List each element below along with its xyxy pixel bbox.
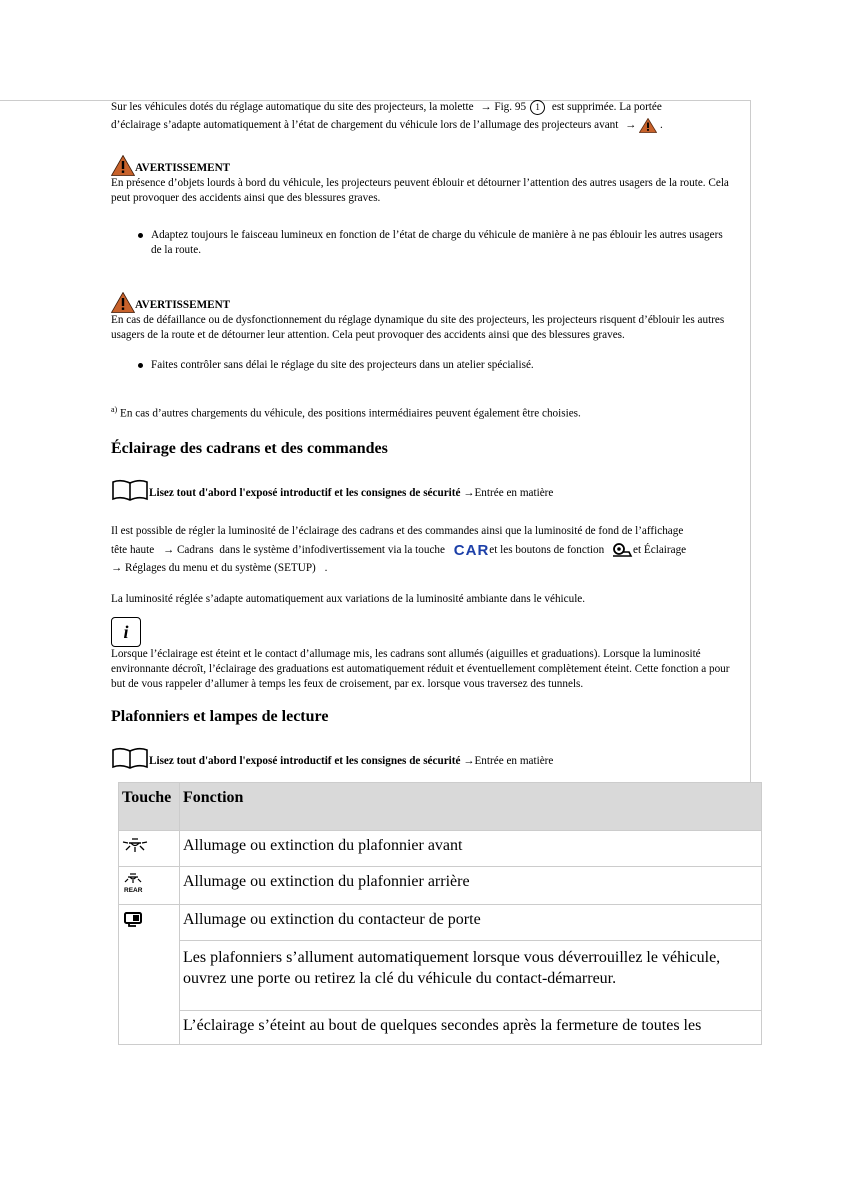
column-header-fonction: Fonction bbox=[180, 783, 762, 831]
table-row bbox=[119, 905, 762, 941]
rear-icon-label: REAR bbox=[124, 887, 143, 893]
footnote-text: En cas d’autres chargements du véhicule, des positions intermédiaires peuvent également être choisies. bbox=[120, 407, 581, 420]
para-text: et les boutons de fonction bbox=[489, 544, 605, 556]
entree-en-matiere-link[interactable]: →Entrée en matière bbox=[463, 487, 554, 499]
key-cell bbox=[119, 867, 180, 905]
section-heading-plafonniers: Plafonniers et lampes de lecture bbox=[111, 708, 329, 725]
section-heading-cadrans: Éclairage des cadrans et des commandes bbox=[111, 440, 388, 457]
info-note bbox=[111, 617, 736, 692]
luminosity-paragraph bbox=[111, 524, 751, 576]
warning-bullet-text: Adaptez toujours le faisceau lumineux en fonction de l’état de charge du véhicule de manière à ne pas éblouir les autres usagers de la route. bbox=[151, 229, 723, 256]
key-cell bbox=[119, 831, 180, 867]
function-cell: L’éclairage s’éteint au bout de quelques secondes après la fermeture de toutes les bbox=[180, 1011, 762, 1045]
callout-number: 1 bbox=[530, 100, 545, 115]
intro-end: . bbox=[659, 119, 663, 132]
para-text: et Éclairage bbox=[633, 544, 687, 556]
rear-dome-light-icon bbox=[122, 873, 144, 893]
function-cell: Allumage ou extinction du contacteur de porte bbox=[180, 905, 762, 941]
bullet-dot bbox=[138, 363, 143, 368]
warning-link-arrow[interactable]: → bbox=[625, 119, 637, 132]
info-icon: i bbox=[111, 617, 141, 647]
warning-bullet-item bbox=[111, 228, 736, 258]
intro-text-1: Sur les véhicules dotés du réglage automatique du site des projecteurs, la molette bbox=[111, 101, 474, 114]
settings-gear-car-icon bbox=[611, 542, 633, 558]
warning-block-1 bbox=[111, 155, 741, 258]
ambient-paragraph: La luminosité réglée s’adapte automatiquement aux variations de la luminosité ambiante dans le véhicule. bbox=[111, 593, 586, 605]
key-cell bbox=[119, 905, 180, 1045]
para-text: tête haute bbox=[111, 544, 155, 556]
warning-triangle-icon bbox=[111, 155, 135, 176]
read-first-text: Lisez tout d'abord l'exposé introductif et les consignes de sécurité bbox=[149, 755, 461, 767]
warning-bullet-text: Faites contrôler sans délai le réglage du site des projecteurs dans un atelier spécialisé. bbox=[151, 359, 534, 371]
bullet-dot bbox=[138, 233, 143, 238]
function-cell: Allumage ou extinction du plafonnier arrière bbox=[180, 867, 762, 905]
setup-link[interactable]: → Réglages du menu et du système (SETUP) bbox=[111, 562, 316, 574]
table-header-row bbox=[119, 783, 762, 831]
read-first-text: Lisez tout d'abord l'exposé introductif et les consignes de sécurité bbox=[149, 487, 461, 499]
warning-triangle-icon bbox=[111, 292, 135, 313]
intro-text-2: est supprimée. La portée bbox=[551, 101, 662, 114]
footnote-marker: a) bbox=[111, 405, 118, 414]
intro-paragraph bbox=[111, 100, 751, 133]
fig-link[interactable]: → Fig. 95 bbox=[480, 101, 527, 114]
table-row bbox=[119, 1011, 762, 1045]
warning-triangle-icon[interactable] bbox=[639, 118, 657, 133]
right-rule bbox=[750, 100, 751, 788]
table-row bbox=[119, 941, 762, 1011]
read-first-line bbox=[111, 479, 553, 501]
front-dome-light-icon bbox=[122, 837, 148, 853]
warning-block-2 bbox=[111, 292, 741, 373]
intro-text-3: d’éclairage s’adapte automatiquement à l’état de chargement du véhicule lors de l’allumage des projecteurs avant bbox=[111, 119, 619, 132]
function-cell: Allumage ou extinction du plafonnier avant bbox=[180, 831, 762, 867]
para-text: dans le système d’infodivertissement via la touche bbox=[219, 544, 445, 556]
table-row bbox=[119, 831, 762, 867]
door-contact-light-icon bbox=[122, 911, 146, 927]
table-row bbox=[119, 867, 762, 905]
column-header-touche: Touche bbox=[119, 783, 180, 831]
footnote bbox=[111, 402, 741, 422]
warning-text: En présence d’objets lourds à bord du véhicule, les projecteurs peuvent éblouir et détourner l’attention des autres usagers de la route. Cela peut provoquer des accidents ainsi que des blessures graves. bbox=[111, 177, 729, 204]
warning-text: En cas de défaillance ou de dysfonctionnement du réglage dynamique du site des projecteurs, les projecteurs risquent d’éblouir les autres usagers de la route et de détourner leur attention. Cela peut provoquer des accidents ainsi que des blessures graves. bbox=[111, 314, 725, 341]
book-icon bbox=[111, 747, 149, 769]
book-icon bbox=[111, 479, 149, 501]
function-cell: Les plafonniers s’allument automatiquement lorsque vous déverrouillez le véhicule, ouvrez une porte ou retirez la clé du véhicule du contact-démarreur. bbox=[180, 941, 762, 1011]
info-text: Lorsque l’éclairage est éteint et le contact d’allumage mis, les cadrans sont allumés (aiguilles et graduations). Lorsque la luminosité environnante décroît, l’éclairage des graduations est automatiquement réduit et éventuellement complètement éteint. Cette fonction a pour but de vous rappeler d’allumer à temps les feux de croisement, par ex. lorsque vous traversez des tunnels. bbox=[111, 648, 730, 690]
para-end: . bbox=[324, 562, 328, 574]
function-table bbox=[118, 782, 762, 1045]
car-button-icon: CAR bbox=[453, 542, 490, 559]
para-line-1: Il est possible de régler la luminosité de l’éclairage des cadrans et des commandes ainsi que la luminosité de fond de l’affichage bbox=[111, 525, 684, 537]
read-first-line bbox=[111, 747, 553, 769]
warning-title: AVERTISSEMENT bbox=[135, 162, 231, 174]
warning-bullet-item bbox=[111, 358, 741, 373]
warning-title: AVERTISSEMENT bbox=[135, 299, 231, 311]
entree-en-matiere-link[interactable]: →Entrée en matière bbox=[463, 755, 554, 767]
cadrans-link[interactable]: → Cadrans bbox=[162, 544, 214, 556]
